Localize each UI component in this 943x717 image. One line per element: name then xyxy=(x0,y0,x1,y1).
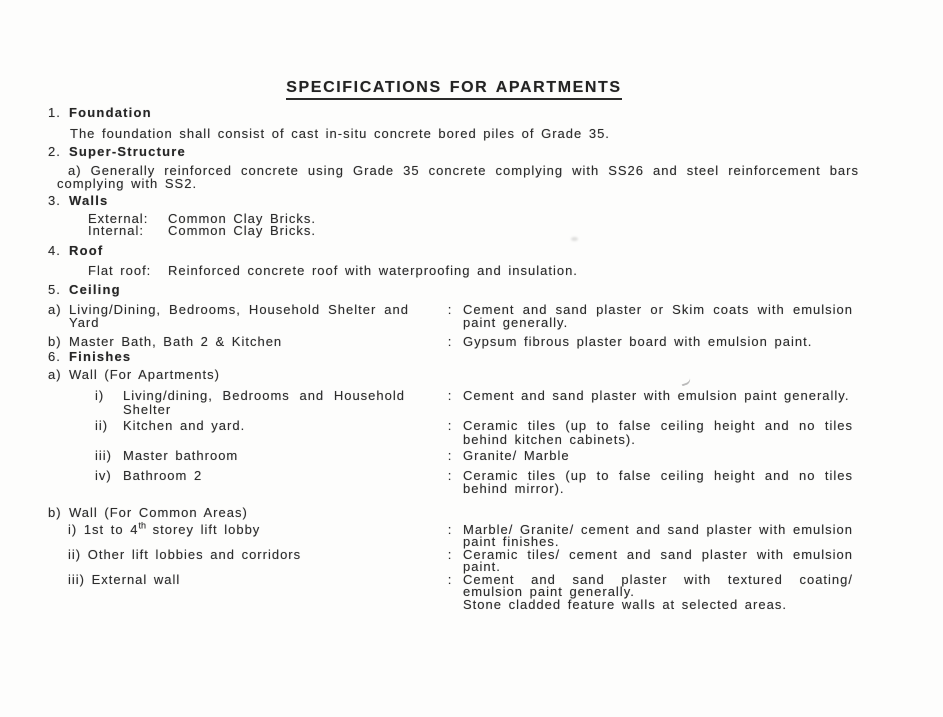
section-number: 2. xyxy=(48,143,61,159)
label-cell xyxy=(48,449,437,463)
roof-row-flat xyxy=(48,264,860,278)
finish-common-ii-value: Ceramic tiles/ cement and sand plaster with emulsion paint. xyxy=(463,546,853,574)
subsection-letter: b) xyxy=(48,504,62,520)
section-title: Roof xyxy=(69,242,104,258)
foundation-body: The foundation shall consist of cast in-situ concrete bored piles of Grade 35. xyxy=(70,126,610,141)
finish-common-iii-value xyxy=(463,571,853,612)
wall-external-value: Common Clay Bricks. xyxy=(168,210,316,226)
subsection-heading-wall-common xyxy=(48,506,860,520)
label-text: ii) Other lift lobbies and corridors xyxy=(68,546,302,562)
section-title: Foundation xyxy=(69,105,152,120)
colon-separator: : xyxy=(447,388,453,403)
ceiling-a-value: Cement and sand plaster or Skim coats with emulsion paint generally. xyxy=(463,301,853,330)
colon-separator: : xyxy=(447,467,453,483)
subsection-title: Wall (For Apartments) xyxy=(69,367,220,382)
finish-common-iii-value-line2: Stone cladded feature walls at selected areas. xyxy=(463,596,787,612)
section-title: Super-Structure xyxy=(69,143,186,159)
section-heading-roof xyxy=(48,244,860,258)
finish-common-ii-label xyxy=(48,546,437,574)
section-heading-foundation xyxy=(48,106,860,120)
finish-common-i-label xyxy=(48,520,437,549)
finish-apartments-iii-label: Master bathroom xyxy=(123,448,239,463)
wall-external-label: External: xyxy=(88,210,149,226)
section-heading-finishes xyxy=(48,350,860,364)
roof-flat-value: Reinforced concrete roof with waterproofing and insulation. xyxy=(168,262,578,278)
colon-separator: : xyxy=(447,521,453,537)
finish-row-common-iii xyxy=(48,571,860,612)
finish-row-common-i xyxy=(48,520,860,549)
finish-apartments-ii-value: Ceramic tiles (up to false ceiling height and no tiles behind kitchen cabinets). xyxy=(463,418,853,447)
label-cell xyxy=(48,389,437,416)
title-row xyxy=(48,79,860,100)
label-text: i) 1st to 4 xyxy=(68,521,139,537)
superstructure-body: a) Generally reinforced concrete using Grade 35 concrete complying with SS26 and steel reinforcement bars complying with SS2. xyxy=(57,162,859,191)
colon-separator: : xyxy=(447,448,453,463)
finish-row-apartments-iii xyxy=(48,449,860,463)
subsection-letter: a) xyxy=(48,367,62,382)
section-title: Walls xyxy=(69,192,109,208)
scan-artifact-speck xyxy=(571,237,578,241)
label-text: iii) External wall xyxy=(68,571,181,587)
label-cell xyxy=(48,469,437,496)
ceiling-row-a xyxy=(48,303,860,330)
ceiling-row-b xyxy=(48,335,860,349)
colon-separator: : xyxy=(447,301,453,317)
finish-apartments-iv-label: Bathroom 2 xyxy=(123,467,203,483)
colon-separator: : xyxy=(447,546,453,562)
finish-apartments-ii-label: Kitchen and yard. xyxy=(123,418,246,433)
page-title: SPECIFICATIONS FOR APARTMENTS xyxy=(286,79,621,100)
wall-internal-label: Internal: xyxy=(88,223,144,238)
section-heading-superstructure xyxy=(48,145,860,159)
item-roman: iv) xyxy=(95,467,112,483)
finish-apartments-i-label: Living/dining, Bedrooms and Household Shelter xyxy=(123,388,405,417)
finish-row-apartments-iv xyxy=(48,469,860,496)
roof-flat-label: Flat roof: xyxy=(88,262,152,278)
finish-row-apartments-ii xyxy=(48,419,860,446)
ceiling-a-label: Living/Dining, Bedrooms, Household Shelter and Yard xyxy=(69,301,409,330)
item-roman: ii) xyxy=(95,418,109,433)
finish-apartments-iii-value: Granite/ Marble xyxy=(463,448,570,463)
finish-row-common-ii xyxy=(48,546,860,574)
ceiling-b-label: Master Bath, Bath 2 & Kitchen xyxy=(69,333,283,349)
section-number: 4. xyxy=(48,242,61,258)
ceiling-b-label-cell xyxy=(48,335,437,349)
colon-separator: : xyxy=(447,333,453,349)
ceiling-b-value: Gypsum fibrous plaster board with emulsion paint. xyxy=(463,333,813,349)
ceiling-a-label-cell xyxy=(48,303,437,330)
finish-common-iii-value-line1: Cement and sand plaster with textured coating/ emulsion paint generally. xyxy=(463,571,853,599)
section-number: 6. xyxy=(48,349,61,364)
item-letter: b) xyxy=(48,333,62,349)
label-cell xyxy=(48,419,437,446)
section-heading-ceiling xyxy=(48,283,860,297)
subsection-heading-wall-apartments xyxy=(48,368,860,382)
finish-common-i-value: Marble/ Granite/ cement and sand plaster with emulsion paint finishes. xyxy=(463,521,853,549)
item-letter: a) xyxy=(48,301,62,317)
colon-separator: : xyxy=(447,571,453,587)
walls-row-internal xyxy=(48,225,860,238)
section-number: 5. xyxy=(48,281,61,297)
section-number: 3. xyxy=(48,192,61,208)
section-title: Ceiling xyxy=(69,281,121,297)
wall-internal-value: Common Clay Bricks. xyxy=(168,223,316,238)
finish-apartments-i-value: Cement and sand plaster with emulsion paint generally. xyxy=(463,388,850,403)
finish-common-iii-label xyxy=(48,571,437,612)
section-number: 1. xyxy=(48,105,61,120)
finish-apartments-iv-value: Ceramic tiles (up to false ceiling height and no tiles behind mirror). xyxy=(463,467,853,496)
item-roman: i) xyxy=(95,388,105,403)
label-text: storey lift lobby xyxy=(145,521,261,537)
finish-row-apartments-i xyxy=(48,389,860,416)
ordinal-superscript: th xyxy=(138,520,146,531)
subsection-title: Wall (For Common Areas) xyxy=(69,504,248,520)
colon-separator: : xyxy=(447,418,453,433)
section-heading-walls xyxy=(48,194,860,208)
scan-artifact-tick xyxy=(680,378,691,387)
item-roman: iii) xyxy=(95,448,112,463)
section-title: Finishes xyxy=(69,349,132,364)
